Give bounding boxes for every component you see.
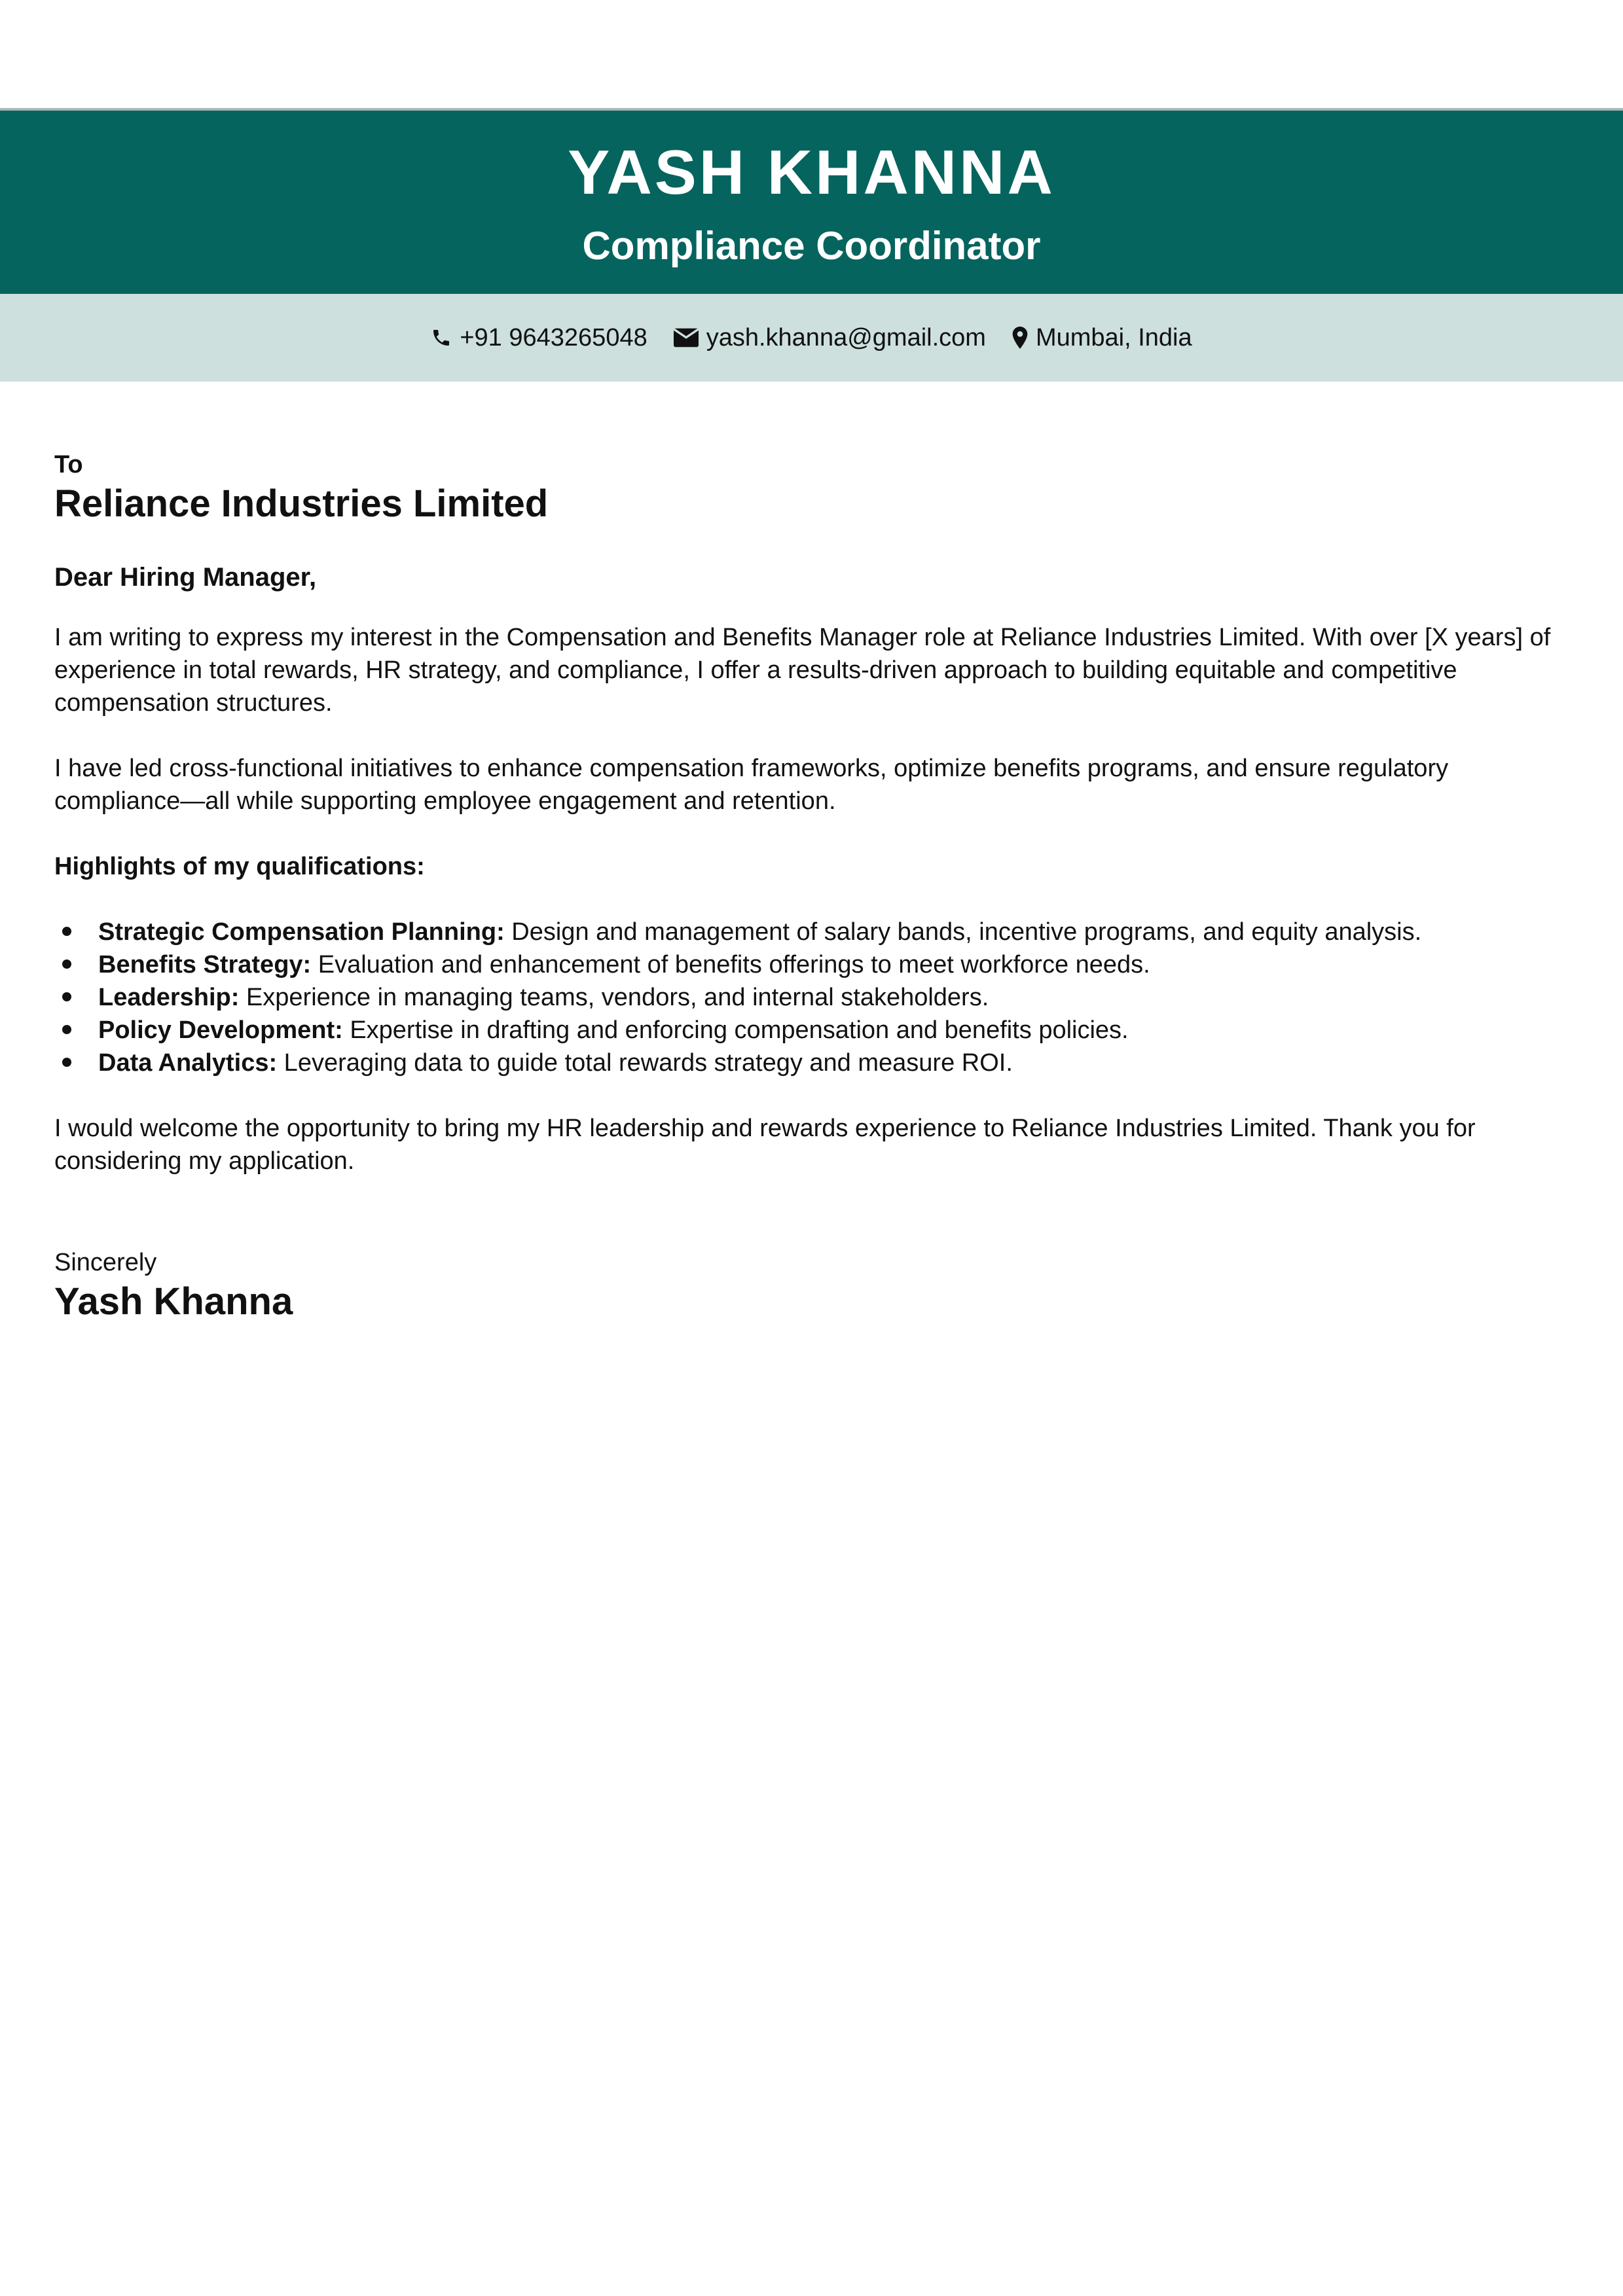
list-item <box>54 1014 1580 1047</box>
highlight-label: Data Analytics: <box>98 1049 278 1077</box>
highlight-text: Design and management of salary bands, incentive programs, and equity analysis. <box>504 918 1422 946</box>
list-item <box>54 948 1580 981</box>
list-item <box>54 981 1580 1014</box>
list-item <box>54 1047 1580 1079</box>
letter-body <box>54 448 1580 1325</box>
list-item <box>54 916 1580 948</box>
signature-name: Yash Khanna <box>54 1280 293 1323</box>
contact-phone <box>431 324 647 352</box>
letter-header <box>0 111 1623 294</box>
bullet-icon <box>62 1025 71 1034</box>
contact-bar <box>0 294 1623 382</box>
highlight-text: Evaluation and enhancement of benefits offerings to meet workforce needs. <box>311 951 1150 978</box>
intro-paragraph: I am writing to express my interest in the Compensation and Benefits Manager role at Reliance Industries Limited. With over [X years] of experience in total rewards, HR strategy, and compliance, I offer a results-driven approach to building equitable and competitive compensation structures. <box>54 624 1551 717</box>
highlight-text: Experience in managing teams, vendors, and internal stakeholders. <box>239 984 989 1011</box>
location-text: Mumbai, India <box>1035 323 1192 351</box>
highlight-text: Leveraging data to guide total rewards strategy and measure ROI. <box>277 1049 1013 1077</box>
highlight-label: Benefits Strategy: <box>98 951 312 978</box>
to-label: To <box>54 451 83 478</box>
envelope-icon <box>674 328 699 348</box>
applicant-name: YASH KHANNA <box>568 137 1055 207</box>
closing-paragraph: I would welcome the opportunity to bring my HR leadership and rewards experience to Reliance Industries Limited. Thank you for considering my application. <box>54 1115 1476 1175</box>
phone-number[interactable]: +91 9643265048 <box>460 323 647 351</box>
salutation: Dear Hiring Manager, <box>54 563 317 592</box>
contact-email <box>674 324 986 352</box>
email-address[interactable]: yash.khanna@gmail.com <box>706 323 986 351</box>
phone-icon <box>431 327 452 348</box>
map-marker-icon <box>1012 327 1028 349</box>
highlight-label: Policy Development: <box>98 1016 343 1044</box>
highlight-label: Strategic Compensation Planning: <box>98 918 505 946</box>
highlight-label: Leadership: <box>98 984 240 1011</box>
applicant-title: Compliance Coordinator <box>582 224 1041 268</box>
highlights-heading: Highlights of my qualifications: <box>54 853 425 880</box>
contact-location <box>1012 324 1192 352</box>
bullet-icon <box>62 992 71 1001</box>
recipient-company: Reliance Industries Limited <box>54 482 549 525</box>
highlights-list <box>54 916 1580 1079</box>
bullet-icon <box>62 1058 71 1067</box>
sign-off: Sincerely <box>54 1249 157 1276</box>
highlight-text: Expertise in drafting and enforcing compensation and benefits policies. <box>342 1016 1129 1044</box>
experience-paragraph: I have led cross-functional initiatives to enhance compensation frameworks, optimize benefits programs, and ensure regulatory compliance—all while supporting employee engagement and retention. <box>54 755 1449 815</box>
bullet-icon <box>62 927 71 936</box>
bullet-icon <box>62 960 71 969</box>
